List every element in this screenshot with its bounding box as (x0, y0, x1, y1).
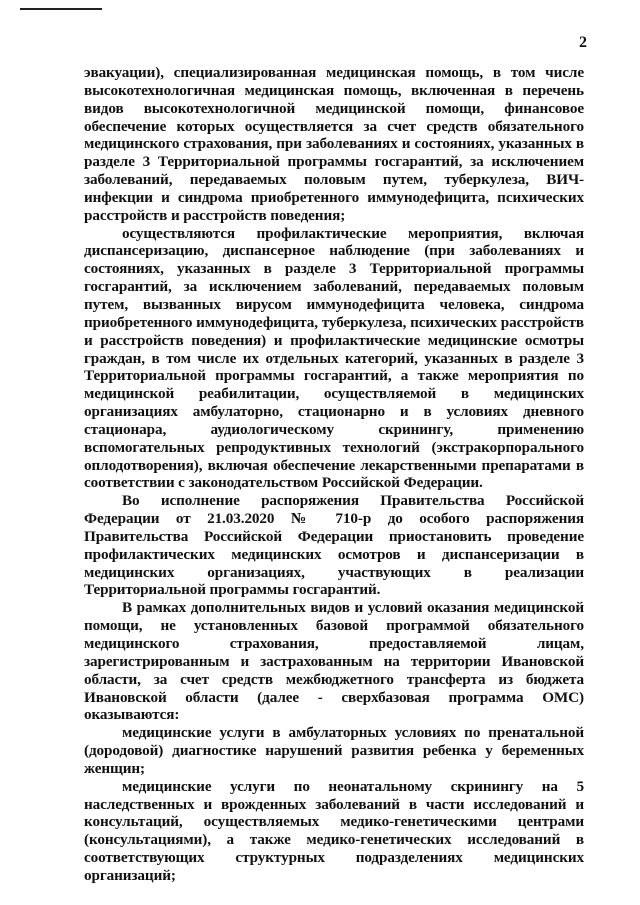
paragraph-1: эвакуации), специализированная медицинская помощь, в том числе высокотехнологичная медицинская помощь, включенная в перечень видов высокотехнологичной медицинской помощи, финансовое обеспечение которых осуществляется за счет средств обязательного медицинского страхования, при заболеваниях и состояниях, указанных в разделе 3 Территориальной программы госгарантий, за исключением заболеваний, передаваемых половым путем, туберкулеза, ВИЧ-инфекции и синдрома приобретенного иммунодефицита, психических расстройств и расстройств поведения; (84, 64, 584, 224)
paragraph-6: медицинские услуги по неонатальному скринингу на 5 наследственных и врожденных заболеваний в части исследований и консультаций, осуществляемых медико-генетическими центрами (консультациями), а также медико-генетических исследований в соответствующих структурных подразделениях медицинских организаций; (84, 777, 584, 884)
paragraph-5: медицинские услуги в амбулаторных условиях по пренатальной (дородовой) диагностике нарушений развития ребенка у беременных женщин; (84, 724, 584, 777)
paragraph-2: осуществляются профилактические мероприятия, включая диспансеризацию, диспансерное наблюдение (при заболеваниях и состояниях, указанных в разделе 3 Территориальной программы госгарантий, за исключением заболеваний, передаваемых половым путем, вызванных вирусом иммунодефицита человека, синдрома приобретенного иммунодефицита, туберкулеза, психических расстройств и расстройств поведения) и профилактические медицинские осмотры граждан, в том числе их отдельных категорий, указанных в разделе 3 Территориальной программы госгарантий, а также мероприятия по медицинской реабилитации, осуществляемой в медицинских организациях амбулаторно, стационарно и в условиях дневного стационара, аудиологическому скринингу, применению вспомогательных репродуктивных технологий (экстракорпорального оплодотворения), включая обеспечение лекарственными препаратами в соответствии с законодательством Российской Федерации. (84, 224, 584, 492)
page-number: 2 (579, 34, 587, 51)
top-divider-line (20, 8, 102, 10)
paragraph-3: Во исполнение распоряжения Правительства Российской Федерации от 21.03.2020 № 710-р до особого распоряжения Правительства Российской Федерации приостановить проведение профилактических медицинских осмотров и диспансеризации в медицинских организациях, участвующих в реализации Территориальной программы госгарантий. (84, 492, 584, 599)
document-body (84, 64, 584, 885)
paragraph-4: В рамках дополнительных видов и условий оказания медицинской помощи, не установленных базовой программой обязательного медицинского страхования, предоставляемой лицам, зарегистрированным и застрахованным на территории Ивановской области, за счет средств межбюджетного трансферта из бюджета Ивановской области (далее - сверхбазовая программа ОМС) оказываются: (84, 599, 584, 724)
